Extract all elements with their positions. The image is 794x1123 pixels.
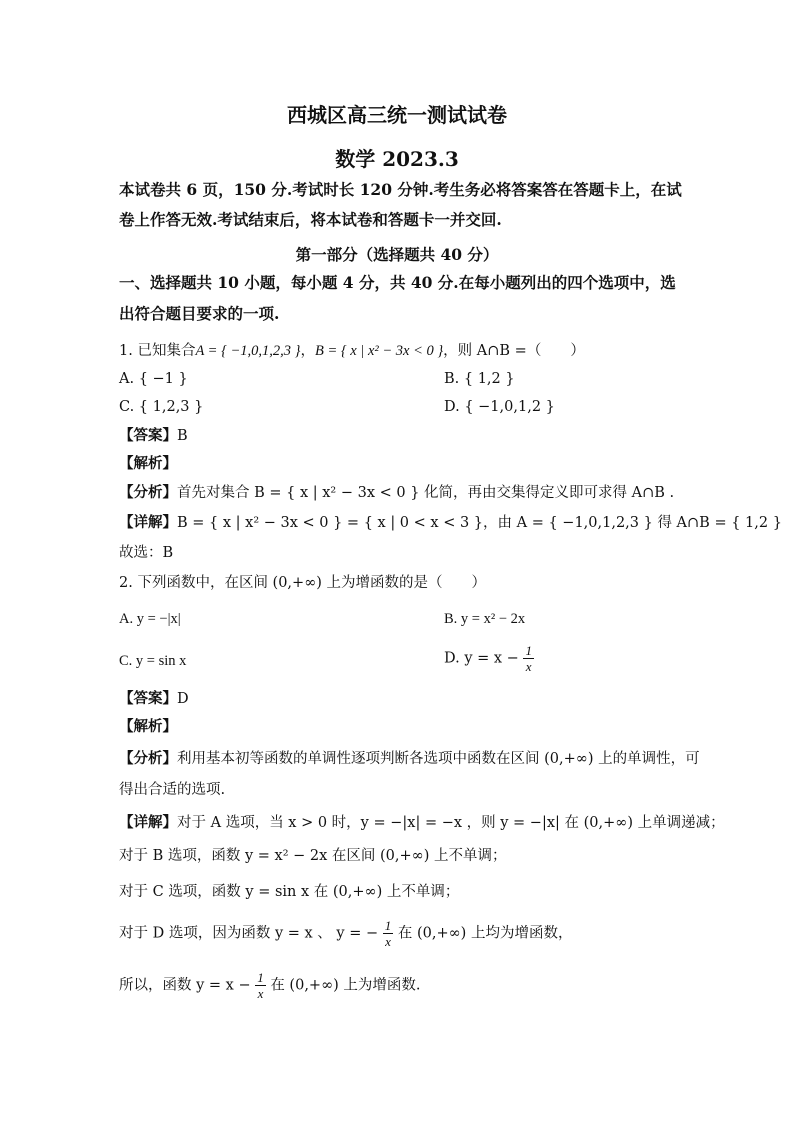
q2-fenxi-tag: 【分析】: [119, 750, 177, 767]
q1-answer: [119, 427, 188, 445]
part1-instruction-1: 一、选择题共 10 小题，每小题 4 分，共 40 分.在每小题列出的四个选项中，选: [119, 273, 676, 292]
q2-answer-tag: 【答案】: [119, 690, 177, 707]
q1-analysis-tag: 【解析】: [119, 455, 177, 472]
q2-option-d-prefix: D. y = x −: [444, 650, 519, 667]
exam-subtitle: 数学 2023.3: [335, 147, 459, 171]
q2-detail-line-1: [119, 814, 725, 832]
q1-option-c: C. { 1,2,3 }: [119, 399, 204, 415]
q2-detail-5-fraction: [255, 970, 266, 1001]
q1-stem-prefix: 1. 已知集合: [119, 343, 196, 359]
q1-answer-tag: 【答案】: [119, 427, 177, 444]
part1-heading: 第一部分（选择题共 40 分）: [295, 245, 499, 264]
fraction-denominator: x: [257, 986, 264, 1001]
q2-fenxi-line-1: [119, 750, 700, 768]
q2-detail-line-4: [119, 918, 572, 949]
q1-stem-suffix: ，则 A∩B =（ ）: [443, 343, 585, 359]
q1-fenxi-tag: 【分析】: [119, 484, 177, 501]
fraction-numerator: 1: [525, 643, 532, 658]
q2-option-c: C. y = sin x: [119, 653, 187, 669]
q1-detail: [119, 514, 782, 532]
q2-option-d: [444, 643, 534, 674]
intro-line-2: 卷上作答无效.考试结束后，将本试卷和答题卡一并交回.: [119, 210, 502, 229]
q1-detail-tag: 【详解】: [119, 514, 177, 531]
fraction-numerator: 1: [257, 970, 264, 985]
q2-stem: 2. 下列函数中，在区间 (0,+∞) 上为增函数的是（ ）: [119, 575, 487, 591]
q1-answer-value: B: [177, 428, 188, 444]
q2-analysis-tag: 【解析】: [119, 718, 177, 735]
fraction-denominator: x: [525, 659, 532, 674]
q1-stem: [119, 342, 585, 360]
exam-title: 西城区高三统一测试试卷: [287, 103, 507, 127]
q2-detail-4-prefix: 对于 D 选项，因为函数 y = x 、 y = −: [119, 925, 379, 942]
q1-fenxi: [119, 484, 674, 502]
q2-option-d-fraction: [523, 643, 534, 674]
part1-instruction-2: 出符合题目要求的一项.: [119, 304, 280, 323]
q1-option-a: A. { −1 }: [119, 371, 188, 387]
q2-detail-line-3: 对于 C 选项，函数 y = sin x 在 (0,+∞) 上不单调；: [119, 884, 460, 900]
fraction-denominator: x: [385, 934, 391, 949]
q1-set-a: A = { −1,0,1,2,3 }: [195, 343, 301, 359]
q1-separator: ，: [300, 343, 315, 359]
fraction-numerator: 1: [384, 918, 392, 933]
q2-fenxi-line-2: 得出合适的选项.: [119, 782, 226, 798]
q2-detail-tag: 【详解】: [119, 814, 177, 831]
intro-line-1: 本试卷共 6 页，150 分.考试时长 120 分钟.考生务必将答案答在答题卡上，在试: [119, 180, 682, 199]
q2-detail-line-5: [119, 970, 421, 1001]
q2-answer: [119, 690, 189, 708]
q2-detail-text-1: 对于 A 选项，当 x > 0 时，y = −|x| = −x ，则 y = −|x| 在 (0,+∞) 上单调递减；: [177, 815, 725, 831]
q2-option-b: B. y = x² − 2x: [444, 611, 526, 627]
q1-final: 故选：B: [119, 545, 174, 561]
q1-option-b: B. { 1,2 }: [444, 371, 515, 387]
q2-fenxi-text-1: 利用基本初等函数的单调性逐项判断各选项中函数在区间 (0,+∞) 上的单调性，可: [177, 751, 700, 767]
q1-set-b: B = { x | x² − 3x < 0 }: [314, 343, 444, 359]
q2-detail-5-prefix: 所以，函数 y = x −: [119, 977, 251, 994]
q1-detail-text: B = { x | x² − 3x < 0 } = { x | 0 < x < 3 }，由 A = { −1,0,1,2,3 } 得 A∩B = { 1,2 }: [177, 515, 782, 531]
q2-detail-4-suffix: 在 (0,+∞) 上均为增函数，: [397, 925, 573, 942]
q2-detail-5-suffix: 在 (0,+∞) 上为增函数.: [270, 977, 421, 994]
q1-option-d: D. { −1,0,1,2 }: [444, 399, 555, 415]
q1-fenxi-text: 首先对集合 B = { x | x² − 3x < 0 } 化简，再由交集得定义即可求得 A∩B .: [177, 485, 675, 501]
q2-detail-line-2: 对于 B 选项，函数 y = x² − 2x 在区间 (0,+∞) 上不单调；: [119, 848, 507, 864]
q2-answer-value: D: [177, 691, 189, 707]
q2-detail-4-fraction: [383, 918, 394, 949]
q2-option-a: A. y = −|x|: [119, 611, 181, 627]
